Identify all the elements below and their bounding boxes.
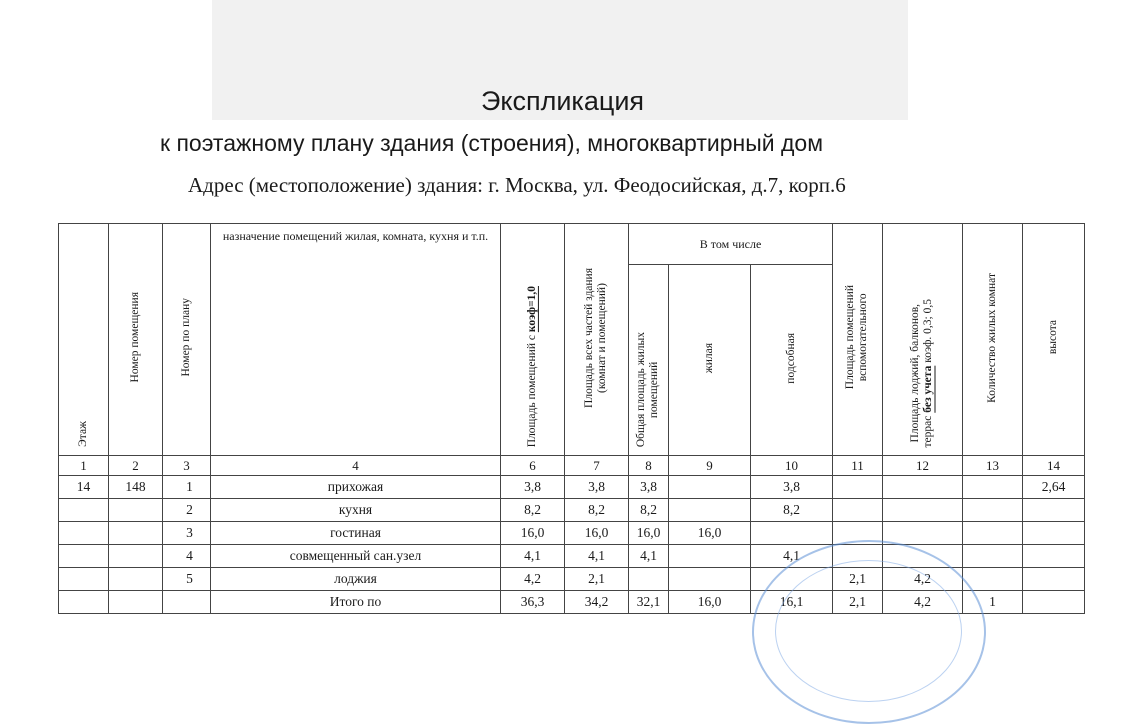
cell-area: 4,2 <box>501 568 565 591</box>
cell-rooms-count <box>963 499 1023 522</box>
cell-rooms-count <box>963 568 1023 591</box>
cell-aux-rooms <box>833 499 883 522</box>
table-row <box>59 522 1085 545</box>
header-purpose-label: назначение помещений жилая, комната, кухня и т.п. <box>222 229 489 243</box>
cell-area: 16,0 <box>501 522 565 545</box>
header-plan-no <box>163 224 211 456</box>
cell-living <box>669 476 751 499</box>
cell-height <box>1023 568 1085 591</box>
col-number: 11 <box>833 456 883 476</box>
col-number: 2 <box>109 456 163 476</box>
cell-aux-rooms: 2,1 <box>833 591 883 614</box>
cell-total-living: 16,0 <box>629 522 669 545</box>
cell-total-living: 3,8 <box>629 476 669 499</box>
header-rooms-count-label: Количество жилых комнат <box>985 272 998 403</box>
cell-loggia: 4,2 <box>883 568 963 591</box>
cell-all-parts: 16,0 <box>565 522 629 545</box>
cell-rooms-count <box>963 545 1023 568</box>
cell-floor <box>59 499 109 522</box>
cell-loggia <box>883 499 963 522</box>
header-living <box>669 265 751 456</box>
cell-purpose: Итого по <box>211 591 501 614</box>
cell-height <box>1023 591 1085 614</box>
cell-all-parts: 4,1 <box>565 545 629 568</box>
header-living-label: жилая <box>702 342 715 374</box>
cell-height <box>1023 522 1085 545</box>
cell-loggia <box>883 545 963 568</box>
cell-living: 16,0 <box>669 591 751 614</box>
header-all-parts <box>565 224 629 456</box>
col-number: 14 <box>1023 456 1085 476</box>
cell-room-no: 148 <box>109 476 163 499</box>
header-floor-label: Этаж <box>76 421 89 447</box>
table-row <box>59 476 1085 499</box>
header-including: В том числе <box>629 224 833 265</box>
cell-floor <box>59 545 109 568</box>
cell-floor: 14 <box>59 476 109 499</box>
cell-plan-no: 1 <box>163 476 211 499</box>
header-aux-rooms-label: Площадь помещений вспомогательного <box>844 285 870 390</box>
cell-total-living <box>629 568 669 591</box>
cell-room-no <box>109 522 163 545</box>
cell-living <box>669 499 751 522</box>
header-all-parts-label: Площадь всех частей здания (комнат и помещений) <box>583 267 609 408</box>
cell-auxiliary <box>751 568 833 591</box>
header-row-top <box>59 224 1085 265</box>
cell-all-parts: 3,8 <box>565 476 629 499</box>
header-rooms-count <box>963 224 1023 456</box>
header-auxiliary <box>751 265 833 456</box>
cell-aux-rooms <box>833 476 883 499</box>
header-loggia-label: Площадь лоджий, балконов, террас без учета коэф. 0,3; 0,5 <box>909 298 935 447</box>
cell-living: 16,0 <box>669 522 751 545</box>
cell-purpose: лоджия <box>211 568 501 591</box>
cell-floor <box>59 522 109 545</box>
total-row <box>59 591 1085 614</box>
cell-auxiliary: 8,2 <box>751 499 833 522</box>
cell-total-living: 4,1 <box>629 545 669 568</box>
cell-floor <box>59 568 109 591</box>
cell-living <box>669 545 751 568</box>
cell-aux-rooms: 2,1 <box>833 568 883 591</box>
cell-plan-no: 3 <box>163 522 211 545</box>
cell-area: 8,2 <box>501 499 565 522</box>
cell-room-no <box>109 591 163 614</box>
cell-plan-no: 2 <box>163 499 211 522</box>
header-room-no-label: Номер помещения <box>128 292 141 383</box>
header-floor <box>59 224 109 456</box>
column-number-row <box>59 456 1085 476</box>
col-number: 9 <box>669 456 751 476</box>
cell-aux-rooms <box>833 545 883 568</box>
cell-auxiliary <box>751 522 833 545</box>
cell-all-parts: 8,2 <box>565 499 629 522</box>
col-number: 6 <box>501 456 565 476</box>
header-area <box>501 224 565 456</box>
data-rows <box>59 476 1085 614</box>
cell-auxiliary: 3,8 <box>751 476 833 499</box>
cell-auxiliary: 16,1 <box>751 591 833 614</box>
col-number: 12 <box>883 456 963 476</box>
cell-all-parts: 2,1 <box>565 568 629 591</box>
table-row <box>59 499 1085 522</box>
cell-plan-no: 4 <box>163 545 211 568</box>
header-total-living-label: Общая площадь жилых помещений <box>635 331 661 447</box>
header-total-living <box>629 265 669 456</box>
cell-rooms-count <box>963 522 1023 545</box>
cell-height <box>1023 545 1085 568</box>
document-title: Экспликация <box>480 86 645 116</box>
cell-area: 3,8 <box>501 476 565 499</box>
header-loggia <box>883 224 963 456</box>
col-number: 3 <box>163 456 211 476</box>
cell-purpose: совмещенный сан.узел <box>211 545 501 568</box>
cell-total-living: 32,1 <box>629 591 669 614</box>
cell-loggia: 4,2 <box>883 591 963 614</box>
cell-auxiliary: 4,1 <box>751 545 833 568</box>
col-number: 1 <box>59 456 109 476</box>
cell-area: 4,1 <box>501 545 565 568</box>
cell-loggia <box>883 522 963 545</box>
cell-purpose: прихожая <box>211 476 501 499</box>
cell-purpose: кухня <box>211 499 501 522</box>
cell-plan-no: 5 <box>163 568 211 591</box>
cell-room-no <box>109 545 163 568</box>
cell-all-parts: 34,2 <box>565 591 629 614</box>
cell-aux-rooms <box>833 522 883 545</box>
col-number: 7 <box>565 456 629 476</box>
table-row <box>59 568 1085 591</box>
header-height-label: высота <box>1046 320 1059 355</box>
header-plan-no-label: Номер по плану <box>179 298 192 377</box>
table-row <box>59 545 1085 568</box>
col-number: 13 <box>963 456 1023 476</box>
header-height <box>1023 224 1085 456</box>
cell-height <box>1023 499 1085 522</box>
cell-room-no <box>109 568 163 591</box>
building-address: Адрес (местоположение) здания: г. Москва, ул. Феодосийская, д.7, корп.6 <box>188 173 846 197</box>
cell-living <box>669 568 751 591</box>
cell-total-living: 8,2 <box>629 499 669 522</box>
col-number: 8 <box>629 456 669 476</box>
header-purpose <box>211 224 501 456</box>
cell-loggia <box>883 476 963 499</box>
header-area-label: Площадь помещений с коэф=1,0 <box>525 285 538 447</box>
header-room-no <box>109 224 163 456</box>
col-number: 10 <box>751 456 833 476</box>
cell-floor <box>59 591 109 614</box>
cell-area: 36,3 <box>501 591 565 614</box>
col-number: 4 <box>211 456 501 476</box>
header-auxiliary-label: подсобная <box>784 332 797 384</box>
cell-height: 2,64 <box>1023 476 1085 499</box>
document-subtitle: к поэтажному плану здания (строения), многоквартирный дом <box>160 130 824 156</box>
cell-room-no <box>109 499 163 522</box>
cell-plan-no <box>163 591 211 614</box>
header-aux-rooms <box>833 224 883 456</box>
cell-rooms-count: 1 <box>963 591 1023 614</box>
explication-table <box>58 223 1085 614</box>
cell-purpose: гостиная <box>211 522 501 545</box>
cell-rooms-count <box>963 476 1023 499</box>
